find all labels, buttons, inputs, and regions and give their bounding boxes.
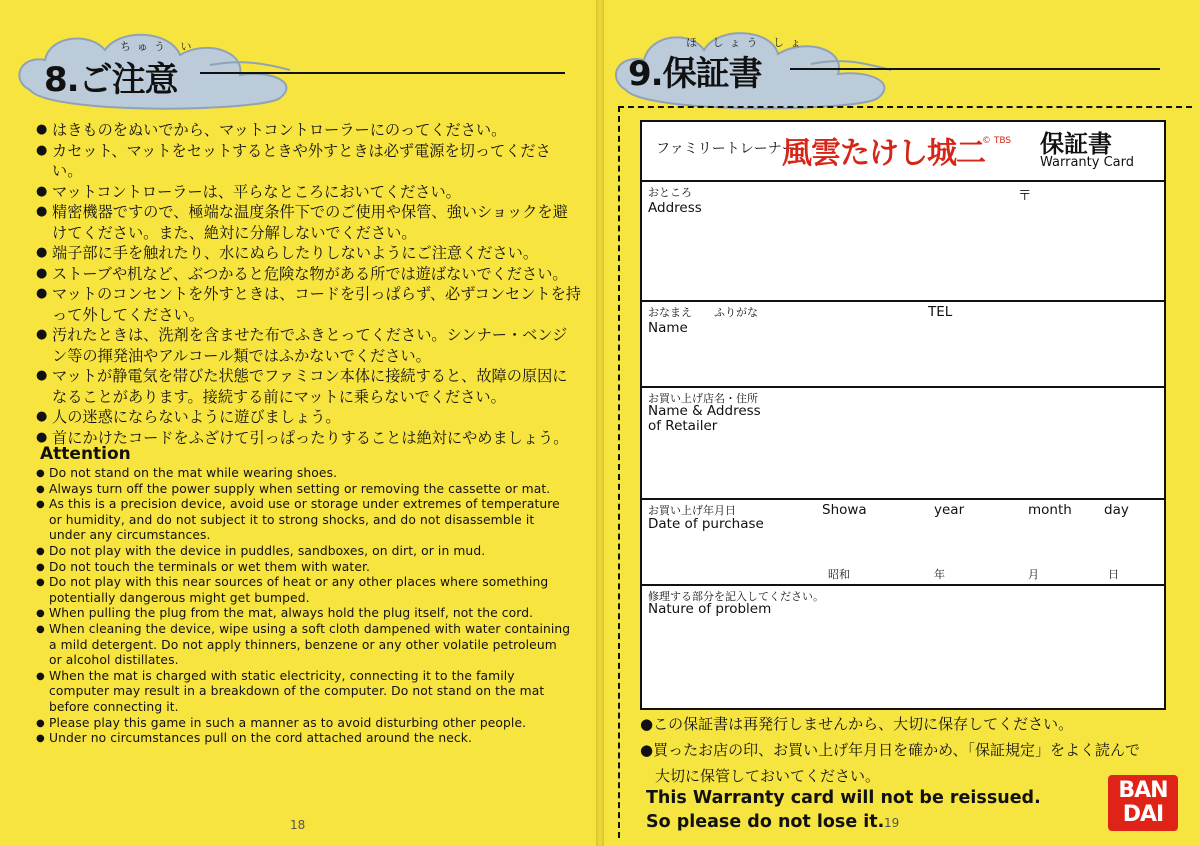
list-item: ● When the mat is charged with static electricity, connecting it to the family computer may result in a breakdown of the computer. Do not stand on the mat before connecting it. (36, 669, 571, 716)
showa-label-jp: 昭和 (828, 568, 850, 581)
list-item: ● When cleaning the device, wipe using a soft cloth dampened with water containing a mild detergent. Do not apply thinners, benzene or any other volatile petroleum or alcohol distillates. (36, 622, 571, 669)
showa-label: Showa (822, 502, 867, 518)
list-item: ● マットが静電気を帯びた状態でファミコン本体に接続すると、故障の原因になることがあります。接続する前にマットに乗らないでください。 (36, 366, 581, 407)
year-label-jp: 年 (934, 568, 945, 581)
problem-label-jp: 修理する部分を記入してください。 (648, 590, 824, 603)
left-page (0, 0, 598, 846)
list-item: ● Do not play with the device in puddles, sandboxes, on dirt, or in mud. (36, 544, 571, 560)
product-title: 風雲たけし城二 (782, 136, 985, 171)
list-item: ● Under no circumstances pull on the cord attached around the neck. (36, 731, 571, 747)
heading-ruby: ほ しょう しょ (686, 36, 807, 49)
attention-list (36, 466, 571, 747)
problem-label-en: Nature of problem (648, 601, 772, 617)
list-item: ● Do not stand on the mat while wearing shoes. (36, 466, 571, 482)
list-item: ● When pulling the plug from the mat, always hold the plug itself, not the cord. (36, 606, 571, 622)
list-item: ● 首にかけたコードをふざけて引っぱったりすることは絶対にやめましょう。 (36, 428, 581, 449)
page-heading: 9.保証書 (628, 54, 762, 94)
year-label: year (934, 502, 965, 518)
list-item: ● マットコントローラーは、平らなところにおいてください。 (36, 182, 581, 203)
list-item: ● 汚れたときは、洗剤を含ませた布でふきとってください。シンナー・ベンジン等の揮発油やアルコール類ではふかないでください。 (36, 325, 581, 366)
reissue-line-2: So please do not lose it. (646, 812, 885, 832)
date-label-en: Date of purchase (648, 516, 764, 532)
book-gutter (596, 0, 604, 846)
day-label-jp: 日 (1108, 568, 1119, 581)
note-line: ●この保証書は再発行しませんから、大切に保存してください。 (640, 715, 1074, 733)
warranty-title: 保証書 (1040, 130, 1112, 158)
attention-title: Attention (40, 444, 131, 464)
japanese-notes-list (36, 120, 581, 448)
list-item: ● Always turn off the power supply when setting or removing the cassette or mat. (36, 482, 571, 498)
name-label-en: Name (648, 320, 688, 336)
heading-underline (200, 72, 565, 74)
list-item: ● 人の迷惑にならないように遊びましょう。 (36, 407, 581, 428)
reissue-line-1: This Warranty card will not be reissued. (646, 788, 1041, 808)
warranty-subtitle: Warranty Card (1040, 155, 1134, 170)
list-item: ● はきものをぬいでから、マットコントローラーにのってください。 (36, 120, 581, 141)
product-prefix: ファミリートレーナー (656, 141, 796, 157)
postal-mark: 〒 (1018, 188, 1032, 204)
date-label-jp: お買い上げ年月日 (648, 504, 736, 517)
address-row[interactable] (642, 182, 1164, 302)
address-label-en: Address (648, 200, 702, 216)
copyright-mark: © TBS (982, 136, 1012, 146)
purchase-date-row[interactable] (642, 500, 1164, 586)
warranty-notes (640, 711, 1180, 789)
tel-label: TEL (928, 304, 953, 320)
page-heading: 8.ご注意 (44, 60, 178, 100)
list-item: ● As this is a precision device, avoid use or storage under extremes of temperature or humidity, and do not subject it to strong shocks, and do not disassemble it under any circumstances. (36, 497, 571, 544)
month-label: month (1028, 502, 1072, 518)
reissue-notice (646, 786, 1041, 834)
heading-underline (790, 68, 1160, 70)
list-item: ● 端子部に手を触れたり、水にぬらしたりしないようにご注意ください。 (36, 243, 581, 264)
address-label-jp: おところ (648, 186, 692, 199)
page-number: 19 (884, 816, 900, 830)
list-item: ● ストーブや机など、ぶつかると危険な物がある所では遊ばないでください。 (36, 264, 581, 285)
list-item: ● マットのコンセントを外すときは、コードを引っぱらず、必ずコンセントを持って外してください。 (36, 284, 581, 325)
day-label: day (1104, 502, 1129, 518)
list-item: ● Do not touch the terminals or wet them with water. (36, 560, 571, 576)
list-item: ● Do not play with this near sources of heat or any other places where something potentially dangerous might get bumped. (36, 575, 571, 606)
month-label-jp: 月 (1028, 568, 1039, 581)
list-item: ● Please play this game in such a manner as to avoid disturbing other people. (36, 716, 571, 732)
name-label-jp: おなまえ ふりがな (648, 306, 758, 319)
retailer-label-en: Name & Address of Retailer (648, 403, 761, 434)
name-row[interactable] (642, 302, 1164, 388)
list-item: ● 精密機器ですので、極端な温度条件下でのご使用や保管、強いショックを避けてください。また、絶対に分解しないでください。 (36, 202, 581, 243)
note-line: 大切に保管しておいてください。 (640, 767, 881, 785)
page-number: 18 (290, 818, 306, 832)
retailer-label-jp: お買い上げ店名・住所 (648, 392, 758, 405)
retailer-row[interactable] (642, 388, 1164, 500)
heading-ruby: ちゅう い (120, 40, 198, 53)
bandai-logo: BAN DAI (1108, 775, 1178, 831)
card-header (642, 122, 1164, 182)
warranty-card (640, 120, 1166, 710)
note-line: ●買ったお店の印、お買い上げ年月日を確かめ、「保証規定」をよく読んで (640, 741, 1140, 759)
problem-row[interactable] (642, 586, 1164, 706)
list-item: ● カセット、マットをセットするときや外すときは必ず電源を切ってください。 (36, 141, 581, 182)
